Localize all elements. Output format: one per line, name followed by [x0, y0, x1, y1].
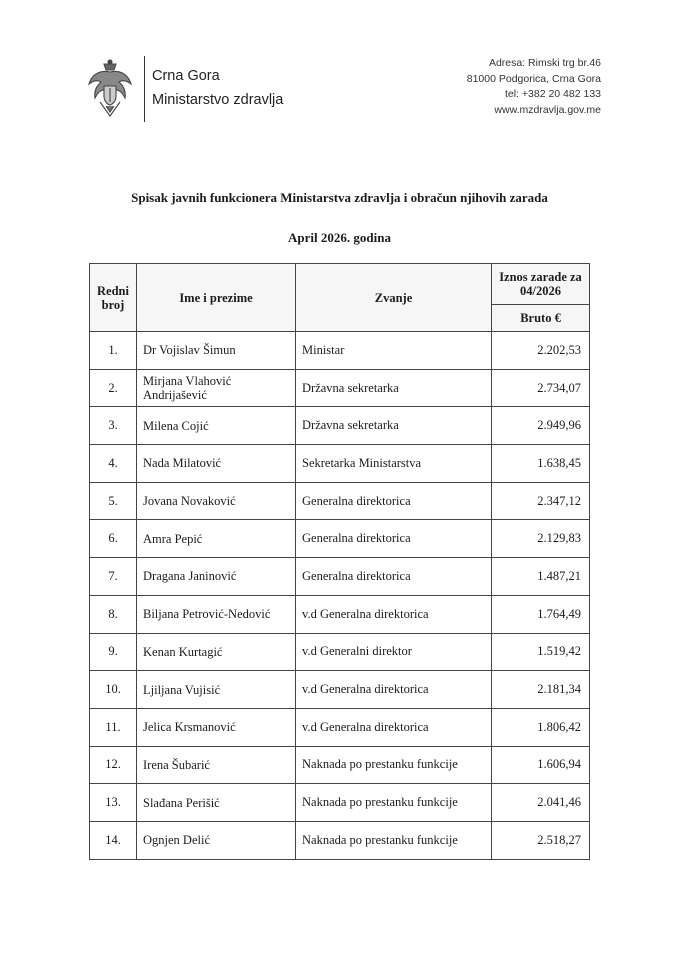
row-amount: 1.519,42 [492, 633, 590, 671]
address-line: Adresa: Rimski trg br.46 [488, 57, 601, 69]
row-amount: 2.734,07 [492, 369, 590, 407]
row-name: Jovana Novaković [137, 482, 296, 520]
row-name: Kenan Kurtagić [137, 633, 296, 671]
row-number: 11. [90, 708, 137, 746]
table-row [90, 595, 590, 633]
header-title: Zvanje [296, 264, 492, 332]
row-amount: 1.638,45 [492, 445, 590, 483]
ministry-name: Ministarstvo zdravlja [152, 92, 284, 108]
row-title: Sekretarka Ministarstva [296, 445, 492, 483]
row-title: Naknada po prestanku funkcije [296, 821, 492, 859]
row-number: 4. [90, 445, 137, 483]
organization-name [152, 64, 283, 112]
row-amount: 2.041,46 [492, 784, 590, 822]
row-number: 1. [90, 332, 137, 370]
row-number: 6. [90, 520, 137, 558]
row-number: 10. [90, 671, 137, 709]
table-row [90, 784, 590, 822]
table-row [90, 445, 590, 483]
row-title: Državna sekretarka [296, 369, 492, 407]
header-amount-gross: Bruto € [492, 305, 590, 332]
row-number: 7. [90, 558, 137, 596]
table-row [90, 369, 590, 407]
document-title: Spisak javnih funkcionera Ministarstva zdravlja i obračun njihovih zarada [131, 190, 548, 205]
row-name: Irena Šubarić [137, 746, 296, 784]
header-amount: Iznos zarade za 04/2026 [492, 264, 590, 305]
table-body [90, 332, 590, 860]
table-row [90, 671, 590, 709]
website-line: www.mzdravlja.gov.me [494, 103, 601, 116]
row-title: Državna sekretarka [296, 407, 492, 445]
row-title: Ministar [296, 332, 492, 370]
row-amount: 2.518,27 [492, 821, 590, 859]
row-title: Generalna direktorica [296, 558, 492, 596]
phone-line: tel: +382 20 482 133 [504, 88, 601, 100]
row-title: Naknada po prestanku funkcije [296, 746, 492, 784]
row-name: Ljiljana Vujisić [137, 671, 296, 709]
row-amount: 1.806,42 [492, 708, 590, 746]
row-number: 13. [90, 784, 137, 822]
row-title: Generalna direktorica [296, 520, 492, 558]
row-number: 2. [90, 369, 137, 407]
table-row [90, 708, 590, 746]
document-period: April 2026. godina [288, 230, 391, 245]
header-name: Ime i prezime [137, 264, 296, 332]
table-row [90, 821, 590, 859]
row-title: Generalna direktorica [296, 482, 492, 520]
coat-of-arms-icon [86, 58, 134, 122]
row-number: 9. [90, 633, 137, 671]
row-amount: 2.949,96 [492, 407, 590, 445]
row-number: 14. [90, 821, 137, 859]
row-amount: 1.606,94 [492, 746, 590, 784]
row-amount: 2.129,83 [492, 520, 590, 558]
row-amount: 1.764,49 [492, 595, 590, 633]
letterhead [0, 0, 679, 140]
table-row [90, 558, 590, 596]
row-name: Jelica Krsmanović [137, 708, 296, 746]
row-title: v.d Generalna direktorica [296, 595, 492, 633]
row-name: Amra Pepić [137, 520, 296, 558]
row-number: 8. [90, 595, 137, 633]
row-amount: 1.487,21 [492, 558, 590, 596]
row-amount: 2.181,34 [492, 671, 590, 709]
salary-table [89, 263, 590, 860]
table-row [90, 332, 590, 370]
table-row [90, 633, 590, 671]
row-amount: 2.202,53 [492, 332, 590, 370]
row-number: 3. [90, 407, 137, 445]
table-row [90, 520, 590, 558]
row-name: Milena Cojić [137, 407, 296, 445]
row-name: Mirjana Vlahović Andrijašević [137, 369, 296, 407]
row-title: v.d Generalna direktorica [296, 671, 492, 709]
row-name: Dr Vojislav Šimun [137, 332, 296, 370]
table-row [90, 746, 590, 784]
row-title: Naknada po prestanku funkcije [296, 784, 492, 822]
row-name: Nada Milatović [137, 445, 296, 483]
row-name: Dragana Janinović [137, 558, 296, 596]
row-title: v.d Generalna direktorica [296, 708, 492, 746]
row-name: Ognjen Delić [137, 821, 296, 859]
row-title: v.d Generalni direktor [296, 633, 492, 671]
row-number: 12. [90, 746, 137, 784]
header-divider [144, 56, 145, 122]
city-line: 81000 Podgorica, Crna Gora [466, 72, 601, 85]
row-amount: 2.347,12 [492, 482, 590, 520]
address-block [467, 56, 601, 118]
country-name: Crna Gora [152, 68, 220, 84]
row-name: Slađana Perišić [137, 784, 296, 822]
row-number: 5. [90, 482, 137, 520]
table-row [90, 407, 590, 445]
table-row [90, 482, 590, 520]
row-name: Biljana Petrović-Nedović [137, 595, 296, 633]
header-number: Redni broj [90, 264, 137, 332]
